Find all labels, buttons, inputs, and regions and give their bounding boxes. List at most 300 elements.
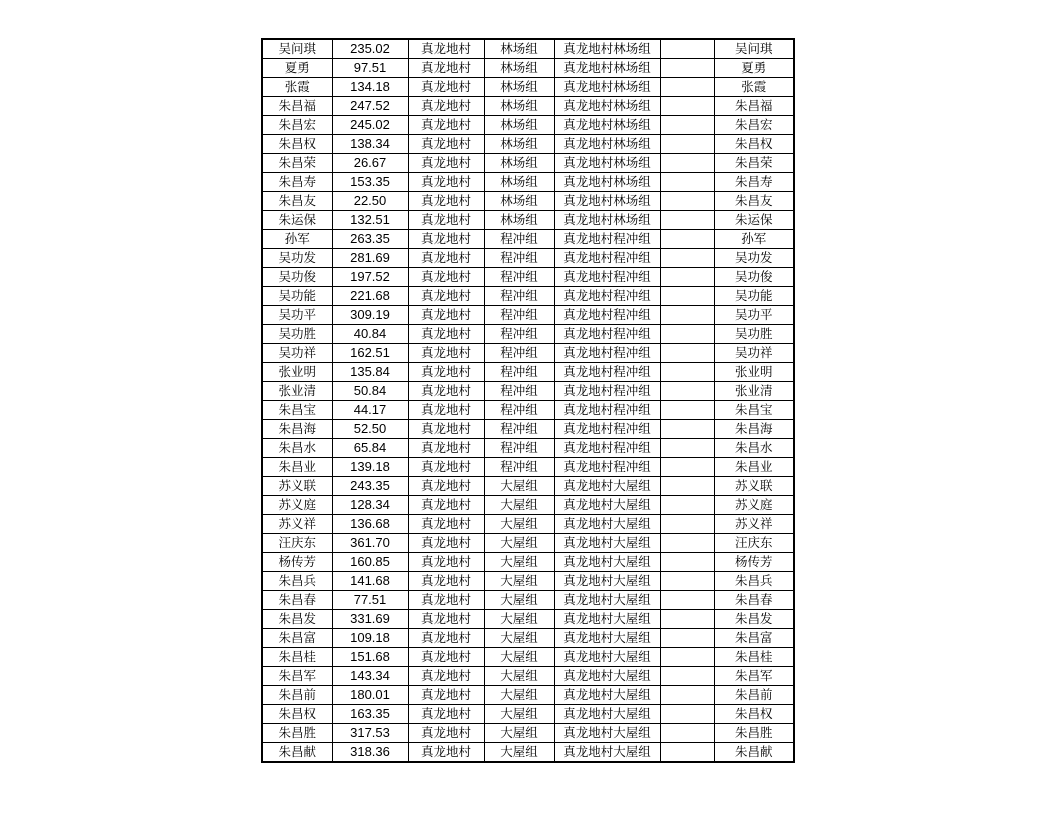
cell-name: 朱昌前 — [262, 686, 332, 705]
cell-village: 真龙地村 — [408, 59, 484, 78]
cell-group: 程冲组 — [484, 325, 554, 344]
cell-group: 林场组 — [484, 173, 554, 192]
cell-area: 153.35 — [332, 173, 408, 192]
cell-area: 281.69 — [332, 249, 408, 268]
cell-name: 朱昌水 — [262, 439, 332, 458]
table-row — [262, 724, 794, 743]
cell-area: 26.67 — [332, 154, 408, 173]
table-row — [262, 325, 794, 344]
cell-village: 真龙地村 — [408, 648, 484, 667]
cell-owner: 朱昌胜 — [714, 724, 794, 743]
cell-area: 141.68 — [332, 572, 408, 591]
cell-name: 朱昌友 — [262, 192, 332, 211]
cell-village: 真龙地村 — [408, 116, 484, 135]
cell-area: 151.68 — [332, 648, 408, 667]
cell-name: 朱昌桂 — [262, 648, 332, 667]
cell-owner: 朱昌权 — [714, 135, 794, 154]
cell-owner: 吴功平 — [714, 306, 794, 325]
cell-blank — [660, 629, 714, 648]
cell-owner: 朱昌海 — [714, 420, 794, 439]
cell-location: 真龙地村大屋组 — [554, 591, 660, 610]
table-row — [262, 439, 794, 458]
table-row — [262, 648, 794, 667]
cell-blank — [660, 344, 714, 363]
cell-village: 真龙地村 — [408, 686, 484, 705]
cell-name: 朱昌胜 — [262, 724, 332, 743]
cell-owner: 朱昌福 — [714, 97, 794, 116]
table-row — [262, 553, 794, 572]
cell-name: 朱昌权 — [262, 705, 332, 724]
cell-group: 程冲组 — [484, 420, 554, 439]
cell-blank — [660, 420, 714, 439]
table-row — [262, 382, 794, 401]
cell-location: 真龙地村大屋组 — [554, 648, 660, 667]
cell-blank — [660, 78, 714, 97]
cell-area: 65.84 — [332, 439, 408, 458]
cell-group: 程冲组 — [484, 249, 554, 268]
cell-group: 程冲组 — [484, 306, 554, 325]
table-row — [262, 344, 794, 363]
cell-group: 程冲组 — [484, 458, 554, 477]
table-row — [262, 496, 794, 515]
cell-group: 大屋组 — [484, 629, 554, 648]
cell-name: 朱昌富 — [262, 629, 332, 648]
cell-blank — [660, 572, 714, 591]
cell-group: 林场组 — [484, 135, 554, 154]
cell-village: 真龙地村 — [408, 249, 484, 268]
cell-name: 汪庆东 — [262, 534, 332, 553]
cell-blank — [660, 496, 714, 515]
table-row — [262, 249, 794, 268]
cell-owner: 朱昌寿 — [714, 173, 794, 192]
cell-name: 苏义祥 — [262, 515, 332, 534]
cell-blank — [660, 306, 714, 325]
cell-area: 135.84 — [332, 363, 408, 382]
cell-area: 143.34 — [332, 667, 408, 686]
cell-name: 吴功胜 — [262, 325, 332, 344]
cell-name: 朱昌兵 — [262, 572, 332, 591]
cell-owner: 吴功能 — [714, 287, 794, 306]
cell-group: 程冲组 — [484, 344, 554, 363]
cell-owner: 夏勇 — [714, 59, 794, 78]
cell-location: 真龙地村林场组 — [554, 192, 660, 211]
cell-owner: 朱昌宏 — [714, 116, 794, 135]
cell-group: 程冲组 — [484, 382, 554, 401]
cell-blank — [660, 249, 714, 268]
cell-village: 真龙地村 — [408, 39, 484, 59]
cell-blank — [660, 686, 714, 705]
cell-area: 263.35 — [332, 230, 408, 249]
cell-area: 136.68 — [332, 515, 408, 534]
cell-village: 真龙地村 — [408, 610, 484, 629]
table-row — [262, 268, 794, 287]
cell-name: 吴功祥 — [262, 344, 332, 363]
cell-group: 程冲组 — [484, 439, 554, 458]
cell-location: 真龙地村大屋组 — [554, 610, 660, 629]
table-row — [262, 743, 794, 763]
cell-name: 张业明 — [262, 363, 332, 382]
cell-village: 真龙地村 — [408, 458, 484, 477]
cell-blank — [660, 116, 714, 135]
cell-name: 张业清 — [262, 382, 332, 401]
table-row — [262, 629, 794, 648]
cell-blank — [660, 325, 714, 344]
cell-location: 真龙地村林场组 — [554, 59, 660, 78]
cell-location: 真龙地村林场组 — [554, 135, 660, 154]
cell-group: 程冲组 — [484, 401, 554, 420]
cell-area: 180.01 — [332, 686, 408, 705]
table-row — [262, 686, 794, 705]
cell-group: 程冲组 — [484, 363, 554, 382]
cell-owner: 朱昌友 — [714, 192, 794, 211]
cell-location: 真龙地村大屋组 — [554, 743, 660, 763]
cell-area: 361.70 — [332, 534, 408, 553]
cell-area: 40.84 — [332, 325, 408, 344]
cell-location: 真龙地村程冲组 — [554, 287, 660, 306]
cell-location: 真龙地村大屋组 — [554, 686, 660, 705]
cell-name: 朱昌宏 — [262, 116, 332, 135]
cell-location: 真龙地村林场组 — [554, 97, 660, 116]
cell-group: 林场组 — [484, 116, 554, 135]
cell-village: 真龙地村 — [408, 135, 484, 154]
cell-village: 真龙地村 — [408, 173, 484, 192]
cell-location: 真龙地村程冲组 — [554, 401, 660, 420]
cell-owner: 朱昌水 — [714, 439, 794, 458]
cell-blank — [660, 39, 714, 59]
cell-area: 50.84 — [332, 382, 408, 401]
cell-name: 朱昌春 — [262, 591, 332, 610]
cell-location: 真龙地村程冲组 — [554, 439, 660, 458]
table-row — [262, 667, 794, 686]
cell-blank — [660, 515, 714, 534]
cell-name: 朱昌荣 — [262, 154, 332, 173]
table-row — [262, 211, 794, 230]
cell-village: 真龙地村 — [408, 325, 484, 344]
cell-name: 张霞 — [262, 78, 332, 97]
cell-name: 吴功发 — [262, 249, 332, 268]
cell-location: 真龙地村林场组 — [554, 78, 660, 97]
cell-group: 林场组 — [484, 39, 554, 59]
cell-blank — [660, 230, 714, 249]
cell-group: 大屋组 — [484, 572, 554, 591]
cell-owner: 苏义联 — [714, 477, 794, 496]
cell-owner: 张业明 — [714, 363, 794, 382]
table-row — [262, 78, 794, 97]
cell-blank — [660, 192, 714, 211]
cell-area: 52.50 — [332, 420, 408, 439]
cell-village: 真龙地村 — [408, 553, 484, 572]
cell-village: 真龙地村 — [408, 306, 484, 325]
cell-village: 真龙地村 — [408, 515, 484, 534]
cell-area: 138.34 — [332, 135, 408, 154]
cell-area: 247.52 — [332, 97, 408, 116]
table-row — [262, 173, 794, 192]
cell-group: 大屋组 — [484, 724, 554, 743]
cell-village: 真龙地村 — [408, 667, 484, 686]
cell-blank — [660, 173, 714, 192]
table-row — [262, 401, 794, 420]
cell-blank — [660, 458, 714, 477]
cell-group: 程冲组 — [484, 268, 554, 287]
cell-area: 309.19 — [332, 306, 408, 325]
cell-group: 大屋组 — [484, 591, 554, 610]
cell-location: 真龙地村林场组 — [554, 173, 660, 192]
cell-group: 大屋组 — [484, 610, 554, 629]
cell-owner: 杨传芳 — [714, 553, 794, 572]
cell-area: 97.51 — [332, 59, 408, 78]
cell-village: 真龙地村 — [408, 477, 484, 496]
cell-group: 大屋组 — [484, 648, 554, 667]
cell-location: 真龙地村程冲组 — [554, 268, 660, 287]
cell-area: 245.02 — [332, 116, 408, 135]
cell-location: 真龙地村大屋组 — [554, 629, 660, 648]
cell-group: 林场组 — [484, 59, 554, 78]
cell-owner: 朱昌兵 — [714, 572, 794, 591]
cell-area: 160.85 — [332, 553, 408, 572]
cell-village: 真龙地村 — [408, 496, 484, 515]
cell-owner: 吴功发 — [714, 249, 794, 268]
cell-blank — [660, 534, 714, 553]
cell-blank — [660, 610, 714, 629]
table-row — [262, 116, 794, 135]
cell-location: 真龙地村林场组 — [554, 39, 660, 59]
cell-owner: 孙军 — [714, 230, 794, 249]
cell-name: 吴功俊 — [262, 268, 332, 287]
cell-blank — [660, 439, 714, 458]
cell-village: 真龙地村 — [408, 401, 484, 420]
cell-area: 44.17 — [332, 401, 408, 420]
cell-village: 真龙地村 — [408, 154, 484, 173]
cell-village: 真龙地村 — [408, 629, 484, 648]
cell-blank — [660, 401, 714, 420]
cell-location: 真龙地村大屋组 — [554, 705, 660, 724]
cell-name: 朱昌献 — [262, 743, 332, 763]
table-row — [262, 135, 794, 154]
cell-owner: 朱昌权 — [714, 705, 794, 724]
cell-village: 真龙地村 — [408, 724, 484, 743]
cell-village: 真龙地村 — [408, 344, 484, 363]
cell-group: 大屋组 — [484, 496, 554, 515]
table-row — [262, 306, 794, 325]
cell-name: 朱昌发 — [262, 610, 332, 629]
cell-owner: 朱昌献 — [714, 743, 794, 763]
cell-owner: 吴问琪 — [714, 39, 794, 59]
cell-location: 真龙地村林场组 — [554, 211, 660, 230]
cell-name: 朱昌海 — [262, 420, 332, 439]
cell-name: 朱运保 — [262, 211, 332, 230]
cell-village: 真龙地村 — [408, 705, 484, 724]
cell-blank — [660, 477, 714, 496]
cell-owner: 吴功祥 — [714, 344, 794, 363]
table-row — [262, 192, 794, 211]
table-row — [262, 515, 794, 534]
cell-group: 林场组 — [484, 192, 554, 211]
cell-location: 真龙地村程冲组 — [554, 458, 660, 477]
cell-group: 大屋组 — [484, 743, 554, 763]
cell-group: 程冲组 — [484, 287, 554, 306]
table-row — [262, 610, 794, 629]
table-row — [262, 154, 794, 173]
cell-location: 真龙地村林场组 — [554, 116, 660, 135]
cell-village: 真龙地村 — [408, 211, 484, 230]
cell-owner: 吴功俊 — [714, 268, 794, 287]
cell-area: 77.51 — [332, 591, 408, 610]
cell-village: 真龙地村 — [408, 591, 484, 610]
cell-area: 197.52 — [332, 268, 408, 287]
cell-area: 235.02 — [332, 39, 408, 59]
cell-name: 苏义联 — [262, 477, 332, 496]
cell-area: 163.35 — [332, 705, 408, 724]
cell-location: 真龙地村程冲组 — [554, 249, 660, 268]
cell-owner: 朱昌军 — [714, 667, 794, 686]
cell-blank — [660, 648, 714, 667]
cell-location: 真龙地村大屋组 — [554, 667, 660, 686]
cell-owner: 朱昌宝 — [714, 401, 794, 420]
table-row — [262, 458, 794, 477]
cell-location: 真龙地村程冲组 — [554, 344, 660, 363]
cell-village: 真龙地村 — [408, 268, 484, 287]
cell-blank — [660, 135, 714, 154]
cell-blank — [660, 59, 714, 78]
cell-location: 真龙地村程冲组 — [554, 420, 660, 439]
cell-blank — [660, 724, 714, 743]
cell-owner: 汪庆东 — [714, 534, 794, 553]
cell-location: 真龙地村大屋组 — [554, 553, 660, 572]
cell-name: 吴功平 — [262, 306, 332, 325]
cell-blank — [660, 382, 714, 401]
cell-blank — [660, 287, 714, 306]
cell-blank — [660, 154, 714, 173]
cell-owner: 朱昌春 — [714, 591, 794, 610]
cell-village: 真龙地村 — [408, 287, 484, 306]
table-row — [262, 591, 794, 610]
cell-village: 真龙地村 — [408, 78, 484, 97]
cell-blank — [660, 211, 714, 230]
cell-name: 朱昌权 — [262, 135, 332, 154]
data-table — [261, 38, 795, 763]
cell-owner: 朱昌前 — [714, 686, 794, 705]
cell-name: 吴功能 — [262, 287, 332, 306]
cell-owner: 朱昌发 — [714, 610, 794, 629]
cell-location: 真龙地村程冲组 — [554, 363, 660, 382]
table-row — [262, 59, 794, 78]
cell-blank — [660, 705, 714, 724]
cell-location: 真龙地村程冲组 — [554, 325, 660, 344]
cell-owner: 苏义祥 — [714, 515, 794, 534]
cell-village: 真龙地村 — [408, 743, 484, 763]
cell-area: 22.50 — [332, 192, 408, 211]
cell-name: 朱昌宝 — [262, 401, 332, 420]
cell-location: 真龙地村大屋组 — [554, 534, 660, 553]
table-row — [262, 39, 794, 59]
cell-location: 真龙地村大屋组 — [554, 515, 660, 534]
cell-group: 程冲组 — [484, 230, 554, 249]
cell-group: 林场组 — [484, 78, 554, 97]
cell-area: 243.35 — [332, 477, 408, 496]
cell-group: 大屋组 — [484, 705, 554, 724]
cell-owner: 苏义庭 — [714, 496, 794, 515]
cell-group: 林场组 — [484, 154, 554, 173]
cell-area: 221.68 — [332, 287, 408, 306]
cell-area: 162.51 — [332, 344, 408, 363]
cell-owner: 朱运保 — [714, 211, 794, 230]
cell-name: 夏勇 — [262, 59, 332, 78]
cell-location: 真龙地村林场组 — [554, 154, 660, 173]
cell-name: 孙军 — [262, 230, 332, 249]
cell-group: 大屋组 — [484, 515, 554, 534]
cell-location: 真龙地村程冲组 — [554, 306, 660, 325]
table-row — [262, 477, 794, 496]
cell-village: 真龙地村 — [408, 382, 484, 401]
cell-owner: 朱昌富 — [714, 629, 794, 648]
table-row — [262, 572, 794, 591]
table-row — [262, 705, 794, 724]
cell-group: 大屋组 — [484, 477, 554, 496]
cell-area: 317.53 — [332, 724, 408, 743]
cell-location: 真龙地村程冲组 — [554, 230, 660, 249]
cell-village: 真龙地村 — [408, 420, 484, 439]
cell-location: 真龙地村大屋组 — [554, 496, 660, 515]
cell-group: 大屋组 — [484, 553, 554, 572]
cell-area: 109.18 — [332, 629, 408, 648]
cell-blank — [660, 667, 714, 686]
cell-village: 真龙地村 — [408, 534, 484, 553]
cell-location: 真龙地村大屋组 — [554, 724, 660, 743]
cell-blank — [660, 268, 714, 287]
cell-owner: 张霞 — [714, 78, 794, 97]
table-body — [262, 39, 794, 762]
cell-blank — [660, 591, 714, 610]
cell-area: 134.18 — [332, 78, 408, 97]
cell-name: 朱昌军 — [262, 667, 332, 686]
table-row — [262, 534, 794, 553]
cell-area: 318.36 — [332, 743, 408, 763]
cell-owner: 朱昌业 — [714, 458, 794, 477]
cell-owner: 张业清 — [714, 382, 794, 401]
cell-name: 朱昌业 — [262, 458, 332, 477]
cell-name: 朱昌福 — [262, 97, 332, 116]
cell-group: 大屋组 — [484, 534, 554, 553]
cell-location: 真龙地村程冲组 — [554, 382, 660, 401]
table-row — [262, 363, 794, 382]
cell-name: 苏义庭 — [262, 496, 332, 515]
cell-name: 吴问琪 — [262, 39, 332, 59]
cell-group: 林场组 — [484, 211, 554, 230]
cell-village: 真龙地村 — [408, 572, 484, 591]
cell-blank — [660, 743, 714, 763]
cell-owner: 朱昌荣 — [714, 154, 794, 173]
table-row — [262, 420, 794, 439]
cell-blank — [660, 363, 714, 382]
cell-owner: 吴功胜 — [714, 325, 794, 344]
cell-village: 真龙地村 — [408, 192, 484, 211]
cell-group: 大屋组 — [484, 667, 554, 686]
cell-area: 331.69 — [332, 610, 408, 629]
cell-blank — [660, 97, 714, 116]
cell-blank — [660, 553, 714, 572]
cell-name: 杨传芳 — [262, 553, 332, 572]
table-row — [262, 287, 794, 306]
cell-village: 真龙地村 — [408, 439, 484, 458]
cell-group: 林场组 — [484, 97, 554, 116]
table-row — [262, 97, 794, 116]
cell-group: 大屋组 — [484, 686, 554, 705]
cell-village: 真龙地村 — [408, 230, 484, 249]
cell-location: 真龙地村大屋组 — [554, 572, 660, 591]
cell-name: 朱昌寿 — [262, 173, 332, 192]
cell-location: 真龙地村大屋组 — [554, 477, 660, 496]
cell-village: 真龙地村 — [408, 97, 484, 116]
